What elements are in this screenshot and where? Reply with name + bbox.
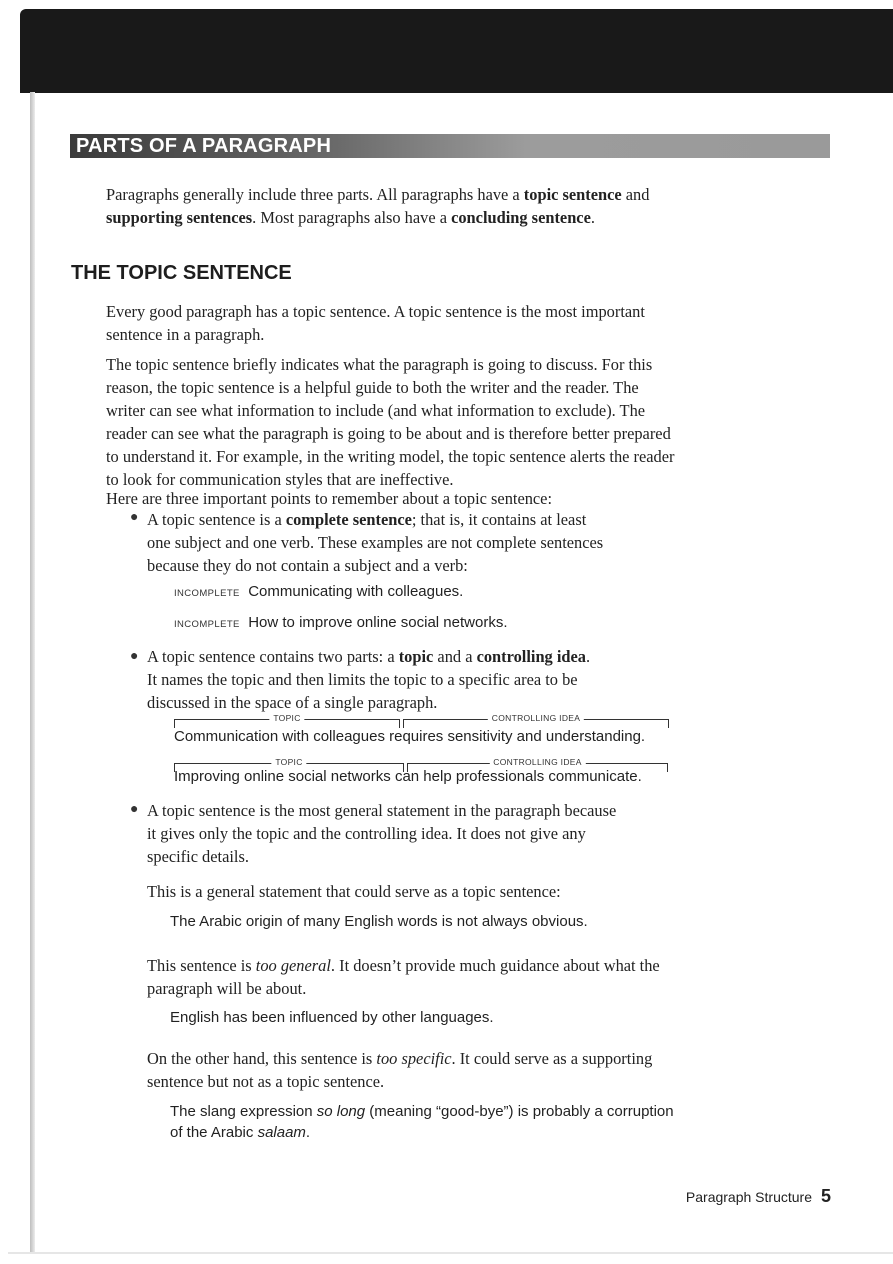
bullet-dot-icon: ● (130, 649, 139, 664)
page-binding-edge (30, 92, 35, 1252)
intro-line-1 (106, 183, 806, 206)
text-line: to look for communication styles that are ineffective. (106, 470, 454, 489)
text-run: . (586, 647, 591, 666)
footer-title: Paragraph Structure (685, 1189, 812, 1205)
page-number: 5 (820, 1186, 831, 1206)
incomplete-example-2 (174, 614, 508, 632)
bullet-3-text (147, 799, 827, 868)
text-line (170, 1101, 810, 1122)
text-run: of the Arabic (170, 1124, 258, 1141)
text-run: The slang expression (170, 1103, 317, 1120)
text-run: A topic sentence contains two parts: a (147, 647, 399, 666)
intro-line-2 (106, 206, 806, 229)
text-line: sentence but not as a topic sentence. (147, 1072, 385, 1091)
text-line: because they do not contain a subject and a verb: (147, 556, 468, 575)
text-run: A topic sentence is a (147, 510, 286, 529)
text-run: . Most paragraphs also have a (252, 208, 452, 227)
text-line: writer can see what information to include (and what information to exclude). The (106, 401, 646, 420)
text-line: it gives only the topic and the controlling idea. It does not give any (147, 824, 586, 843)
text-run: (meaning “good-bye”) is probably a corruption (365, 1103, 674, 1120)
section-title: PARTS OF A PARAGRAPH (76, 135, 332, 157)
term-too-general: too general (255, 956, 331, 975)
text-line: paragraph will be about. (147, 979, 307, 998)
example-text: Communicating with colleagues. (248, 583, 464, 600)
example-label: INCOMPLETE (174, 619, 240, 630)
controlling-idea-bracket-label: CONTROLLING IDEA (488, 713, 584, 723)
text-line: sentence in a paragraph. (106, 325, 265, 344)
topic-paragraph-2 (106, 353, 846, 491)
text-run: . (590, 208, 595, 227)
term-topic-sentence: topic sentence (523, 185, 622, 204)
example-controlling-idea: can help professionals communicate. (394, 768, 642, 785)
text-run: . It could serve as a supporting (451, 1049, 653, 1068)
too-general-example: English has been influenced by other languages. (170, 1009, 494, 1026)
text-line: reader can see what the paragraph is going to be about and is therefore better prepared (106, 424, 671, 443)
text-line: The topic sentence briefly indicates what the paragraph is going to discuss. For this (106, 355, 653, 374)
topic-bracket-label: TOPIC (269, 713, 304, 723)
controlling-idea-bracket-label: CONTROLLING IDEA (489, 757, 585, 767)
term-controlling-idea: controlling idea (476, 647, 586, 666)
example-text: How to improve online social networks. (248, 614, 508, 631)
bullet-dot-icon: ● (130, 510, 139, 525)
text-line: Every good paragraph has a topic sentence. A topic sentence is the most important (106, 302, 645, 321)
text-line (147, 954, 827, 977)
topic-bracket (174, 713, 400, 728)
topic-paragraph-1 (106, 300, 826, 346)
bullet-2-text (147, 645, 827, 714)
term-so-long: so long (316, 1103, 366, 1120)
general-statement-intro: This is a general statement that could serve as a topic sentence: (147, 882, 561, 901)
text-line (170, 1122, 810, 1143)
text-line: discussed in the space of a single paragraph. (147, 693, 438, 712)
page-bottom-edge (8, 1252, 893, 1254)
too-specific-example (170, 1101, 810, 1143)
text-run: On the other hand, this sentence is (147, 1049, 377, 1068)
text-line: reason, the topic sentence is a helpful guide to both the writer and the reader. The (106, 378, 639, 397)
text-run: . It doesn’t provide much guidance about what the (330, 956, 660, 975)
general-statement-example: The Arabic origin of many English words is not always obvious. (170, 913, 588, 930)
term-topic: topic (398, 647, 434, 666)
intro-paragraph (106, 183, 806, 229)
term-salaam: salaam (257, 1124, 306, 1141)
term-too-specific: too specific (376, 1049, 452, 1068)
text-line (147, 1047, 827, 1070)
text-line: specific details. (147, 847, 249, 866)
term-complete-sentence: complete sentence (285, 510, 412, 529)
example-topic: Improving online social networks (174, 768, 391, 785)
term-supporting-sentences: supporting sentences (106, 208, 253, 227)
text-run: Paragraphs generally include three parts. All paragraphs have a (106, 185, 524, 204)
text-run: ; that is, it contains at least (411, 510, 587, 529)
example-controlling-idea: requires sensitivity and understanding. (389, 728, 646, 745)
topic-paragraph-3: Here are three important points to remember about a topic sentence: (106, 489, 553, 508)
example-topic: Communication with colleagues (174, 728, 385, 745)
topic-example-sentence-2 (174, 768, 642, 785)
topic-example-sentence-1 (174, 728, 645, 745)
text-run: and (621, 185, 650, 204)
text-run: and a (433, 647, 477, 666)
bullet-1-text (147, 508, 827, 577)
incomplete-example-1 (174, 583, 463, 601)
text-line: to understand it. For example, in the writing model, the topic sentence alerts the reader (106, 447, 675, 466)
term-concluding-sentence: concluding sentence (451, 208, 591, 227)
scan-header-band (20, 9, 893, 93)
text-line: A topic sentence is the most general statement in the paragraph because (147, 801, 617, 820)
text-run: . (305, 1124, 311, 1141)
too-general-paragraph (147, 954, 827, 1000)
text-line: one subject and one verb. These examples are not complete sentences (147, 533, 604, 552)
topic-bracket-label: TOPIC (271, 757, 306, 767)
example-label: INCOMPLETE (174, 588, 240, 599)
bullet-dot-icon: ● (130, 802, 139, 817)
text-line: It names the topic and then limits the topic to a specific area to be (147, 670, 578, 689)
text-line (147, 508, 827, 531)
too-specific-paragraph (147, 1047, 827, 1093)
page-footer (686, 1186, 831, 1207)
topic-sentence-heading: THE TOPIC SENTENCE (71, 262, 292, 284)
text-line (147, 645, 827, 668)
controlling-idea-bracket (403, 713, 669, 728)
text-run: This sentence is (147, 956, 256, 975)
